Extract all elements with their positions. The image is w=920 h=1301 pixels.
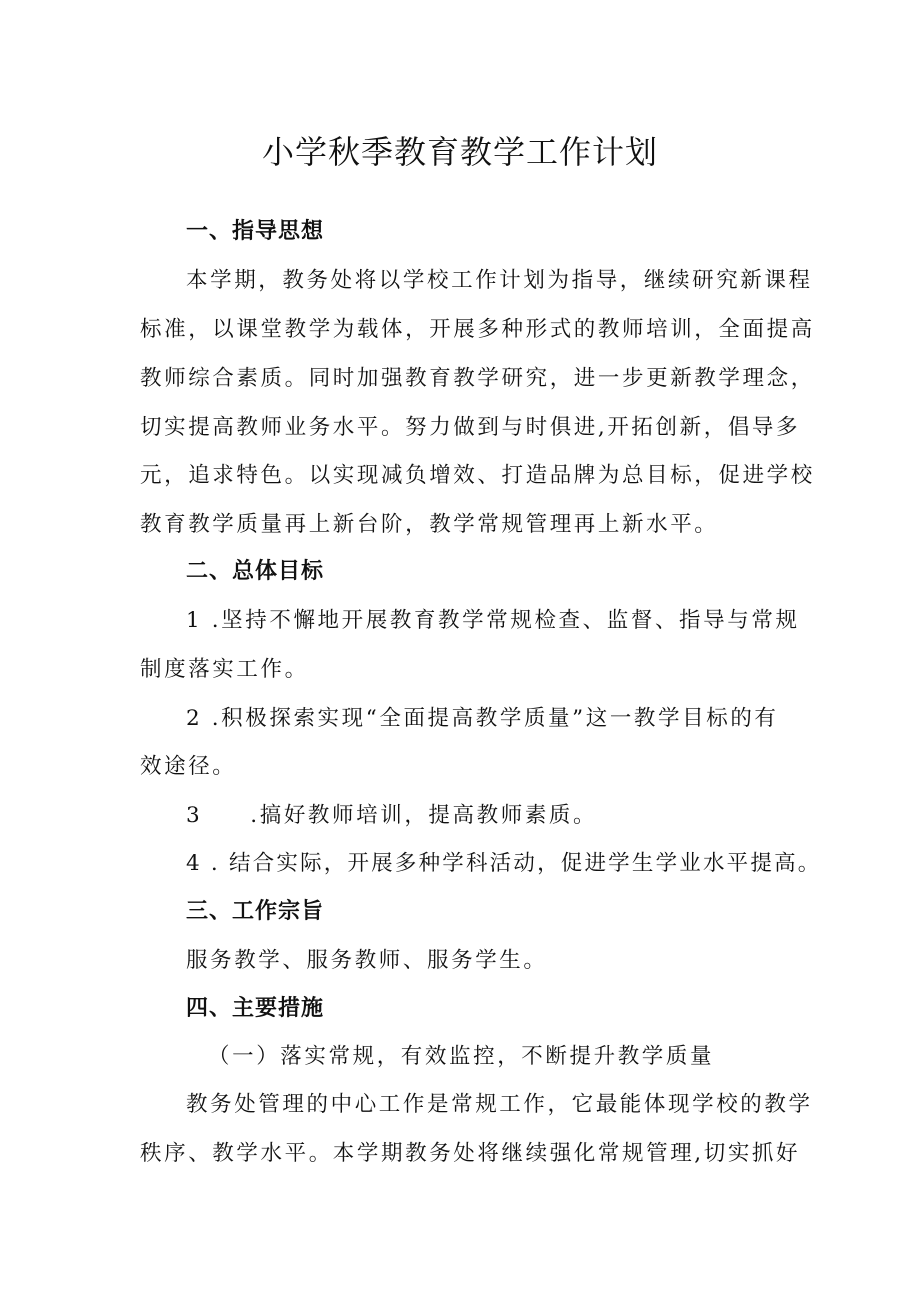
paragraph-line: 切实提高教师业务水平。努力做到与时俱进,开拓创新，倡导多 <box>140 415 801 440</box>
paragraph-line: 标准，以课堂教学为载体，开展多种形式的教师培训，全面提高 <box>140 317 815 342</box>
document-title: 小学秋季教育教学工作计划 <box>261 133 658 171</box>
section-heading-4: 四、主要措施 <box>186 996 325 1021</box>
subsection-heading: （一）落实常规，有效监控，不断提升教学质量 <box>208 1044 715 1069</box>
paragraph-line: 元，追求特色。以实现减负增效、打造品牌为总目标，促进学校 <box>140 463 815 488</box>
paragraph-line: 本学期，教务处将以学校工作计划为指导，继续研究新课程 <box>186 268 813 293</box>
list-item-3-text: .搞好教师培训，提高教师素质。 <box>250 803 598 828</box>
paragraph-line: 教师综合素质。同时加强教育教学研究，进一步更新教学理念， <box>140 366 815 391</box>
section-heading-2: 二、总体目标 <box>186 559 325 584</box>
section-heading-3: 三、工作宗旨 <box>186 899 325 924</box>
paragraph-line: 教育教学质量再上新台阶，教学常规管理再上新水平。 <box>140 512 719 537</box>
list-item-4: 4 . 结合实际，开展多种学科活动，促进学生学业水平提高。 <box>186 851 822 876</box>
paragraph-line: 服务教学、服务教师、服务学生。 <box>186 948 548 973</box>
list-item-2-line: 2 .积极探索实现“全面提高教学质量”这一教学目标的有 <box>186 706 779 731</box>
list-item-3-number: 3 <box>186 803 203 828</box>
list-item-3 <box>186 800 790 832</box>
list-item-1-line: 1 .坚持不懈地开展教育教学常规检查、监督、指导与常规 <box>186 608 800 633</box>
section-heading-1: 一、指导思想 <box>186 219 325 244</box>
paragraph-line: 教务处管理的中心工作是常规工作，它最能体现学校的教学 <box>186 1092 813 1117</box>
paragraph-line: 秩序、教学水平。本学期教务处将继续强化常规管理,切实抓好 <box>140 1141 801 1166</box>
list-item-1-line: 制度落实工作。 <box>140 657 309 682</box>
list-item-2-line: 效途径。 <box>140 754 237 779</box>
